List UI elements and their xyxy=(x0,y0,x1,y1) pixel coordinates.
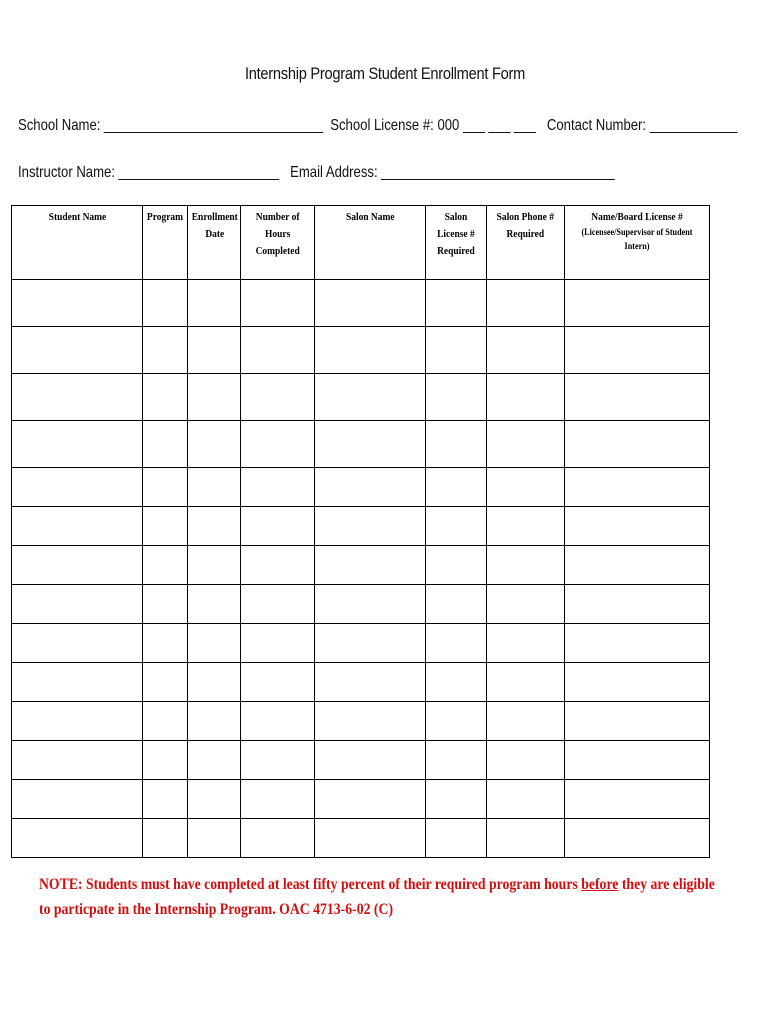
program-cell[interactable] xyxy=(143,741,188,780)
hours-completed-cell[interactable] xyxy=(241,663,315,702)
salon-name-cell[interactable] xyxy=(315,327,426,374)
salon-phone-cell[interactable] xyxy=(487,327,565,374)
hours-completed-cell[interactable] xyxy=(241,741,315,780)
salon-name-cell[interactable] xyxy=(315,624,426,663)
salon-phone-cell[interactable] xyxy=(487,374,565,421)
table-row xyxy=(12,624,710,663)
program-cell[interactable] xyxy=(143,374,188,421)
table-row xyxy=(12,280,710,327)
table-row xyxy=(12,819,710,858)
enrollment-date-cell[interactable] xyxy=(188,280,241,327)
program-cell[interactable] xyxy=(143,468,188,507)
student-name-cell[interactable] xyxy=(12,702,143,741)
table-body xyxy=(12,280,710,858)
hours-completed-cell[interactable] xyxy=(241,280,315,327)
salon-phone-cell[interactable] xyxy=(487,624,565,663)
enrollment-date-cell[interactable] xyxy=(188,702,241,741)
note-emphasis-before: before xyxy=(581,876,619,893)
student-name-cell[interactable] xyxy=(12,507,143,546)
salon-phone-cell[interactable] xyxy=(487,507,565,546)
student-name-cell[interactable] xyxy=(12,819,143,858)
board-license-cell[interactable] xyxy=(565,546,710,585)
contact-number-field[interactable]: Contact Number: ____________ xyxy=(546,117,738,134)
board-license-cell[interactable] xyxy=(565,374,710,421)
table-header-row xyxy=(12,206,710,280)
hours-completed-cell[interactable] xyxy=(241,374,315,421)
hours-completed-cell[interactable] xyxy=(241,507,315,546)
enrollment-date-cell[interactable] xyxy=(188,624,241,663)
salon-license-cell[interactable] xyxy=(426,702,487,741)
salon-phone-cell[interactable] xyxy=(487,702,565,741)
hours-completed-cell[interactable] xyxy=(241,421,315,468)
table-row xyxy=(12,507,710,546)
student-name-cell[interactable] xyxy=(12,546,143,585)
enrollment-table xyxy=(11,205,710,858)
board-license-cell[interactable] xyxy=(565,585,710,624)
salon-license-cell[interactable] xyxy=(426,421,487,468)
program-cell[interactable] xyxy=(143,280,188,327)
salon-name-cell[interactable] xyxy=(315,663,426,702)
table-row xyxy=(12,741,710,780)
program-cell[interactable] xyxy=(143,780,188,819)
student-name-cell[interactable] xyxy=(12,663,143,702)
instructor-name-field[interactable]: Instructor Name: ______________________ xyxy=(18,164,280,181)
program-cell[interactable] xyxy=(143,819,188,858)
salon-phone-cell[interactable] xyxy=(487,741,565,780)
table-row xyxy=(12,702,710,741)
salon-license-cell[interactable] xyxy=(426,585,487,624)
table-row xyxy=(12,421,710,468)
salon-name-cell[interactable] xyxy=(315,819,426,858)
board-license-cell[interactable] xyxy=(565,780,710,819)
salon-phone-cell[interactable] xyxy=(487,468,565,507)
salon-phone-cell[interactable] xyxy=(487,280,565,327)
board-license-cell[interactable] xyxy=(565,327,710,374)
enrollment-date-cell[interactable] xyxy=(188,546,241,585)
student-name-cell[interactable] xyxy=(12,585,143,624)
student-name-cell[interactable] xyxy=(12,468,143,507)
enrollment-date-cell[interactable] xyxy=(188,741,241,780)
salon-name-cell[interactable] xyxy=(315,374,426,421)
program-cell[interactable] xyxy=(143,585,188,624)
table-row xyxy=(12,585,710,624)
eligibility-note: NOTE: Students must have completed at least fifty percent of their required program hours before they are eligible to particpate in the Internship Program. OAC 4713-6-02 (C) xyxy=(39,876,715,918)
enrollment-date-cell[interactable] xyxy=(188,819,241,858)
enrollment-date-cell[interactable] xyxy=(188,421,241,468)
form-title: Internship Program Student Enrollment Form xyxy=(244,64,526,83)
header-student-name: Student Name xyxy=(12,206,143,280)
student-name-cell[interactable] xyxy=(12,327,143,374)
hours-completed-cell[interactable] xyxy=(241,624,315,663)
hours-completed-cell[interactable] xyxy=(241,585,315,624)
table-row xyxy=(12,780,710,819)
hours-completed-cell[interactable] xyxy=(241,702,315,741)
salon-name-cell[interactable] xyxy=(315,780,426,819)
table-row xyxy=(12,468,710,507)
hours-completed-cell[interactable] xyxy=(241,819,315,858)
board-license-cell[interactable] xyxy=(565,741,710,780)
salon-license-cell[interactable] xyxy=(426,507,487,546)
board-license-cell[interactable] xyxy=(565,507,710,546)
salon-name-cell[interactable] xyxy=(315,280,426,327)
school-name-field[interactable]: School Name: ______________________________ xyxy=(18,117,323,134)
salon-phone-cell[interactable] xyxy=(487,421,565,468)
program-cell[interactable] xyxy=(143,507,188,546)
enrollment-date-cell[interactable] xyxy=(188,374,241,421)
school-license-field[interactable]: School License #: 000 ___ ___ ___ xyxy=(330,117,536,134)
program-cell[interactable] xyxy=(143,702,188,741)
salon-license-cell[interactable] xyxy=(426,819,487,858)
program-cell[interactable] xyxy=(143,546,188,585)
enrollment-date-cell[interactable] xyxy=(188,585,241,624)
salon-license-cell[interactable] xyxy=(426,546,487,585)
salon-name-cell[interactable] xyxy=(315,585,426,624)
salon-phone-cell[interactable] xyxy=(487,546,565,585)
board-license-cell[interactable] xyxy=(565,421,710,468)
school-info-line xyxy=(18,117,737,135)
board-license-cell[interactable] xyxy=(565,468,710,507)
enrollment-date-cell[interactable] xyxy=(188,468,241,507)
salon-name-cell[interactable] xyxy=(315,507,426,546)
salon-phone-cell[interactable] xyxy=(487,585,565,624)
salon-name-cell[interactable] xyxy=(315,741,426,780)
salon-license-cell[interactable] xyxy=(426,327,487,374)
salon-phone-cell[interactable] xyxy=(487,780,565,819)
salon-name-cell[interactable] xyxy=(315,702,426,741)
hours-completed-cell[interactable] xyxy=(241,780,315,819)
email-address-field[interactable]: Email Address: ________________________________ xyxy=(290,164,615,181)
salon-phone-cell[interactable] xyxy=(487,663,565,702)
hours-completed-cell[interactable] xyxy=(241,468,315,507)
header-program: Program xyxy=(143,206,188,280)
student-name-cell[interactable] xyxy=(12,624,143,663)
program-cell[interactable] xyxy=(143,421,188,468)
enrollment-date-cell[interactable] xyxy=(188,780,241,819)
enrollment-date-cell[interactable] xyxy=(188,663,241,702)
program-cell[interactable] xyxy=(143,663,188,702)
student-name-cell[interactable] xyxy=(12,280,143,327)
hours-completed-cell[interactable] xyxy=(241,546,315,585)
salon-name-cell[interactable] xyxy=(315,421,426,468)
header-salon-phone: Salon Phone # Required xyxy=(487,206,565,280)
salon-license-cell[interactable] xyxy=(426,663,487,702)
header-enrollment-date: Enrollment Date xyxy=(188,206,241,280)
salon-license-cell[interactable] xyxy=(426,374,487,421)
header-hours-completed: Number of Hours Completed xyxy=(241,206,315,280)
student-name-cell[interactable] xyxy=(12,741,143,780)
table-row xyxy=(12,374,710,421)
table-row xyxy=(12,546,710,585)
student-name-cell[interactable] xyxy=(12,421,143,468)
salon-license-cell[interactable] xyxy=(426,624,487,663)
board-license-cell[interactable] xyxy=(565,819,710,858)
salon-license-cell[interactable] xyxy=(426,741,487,780)
header-board-license: Name/Board License # (Licensee/Supervisor of Student Intern) xyxy=(565,206,710,280)
board-license-cell[interactable] xyxy=(565,624,710,663)
salon-name-cell[interactable] xyxy=(315,468,426,507)
salon-license-cell[interactable] xyxy=(426,280,487,327)
instructor-info-line xyxy=(18,164,615,182)
enrollment-date-cell[interactable] xyxy=(188,327,241,374)
program-cell[interactable] xyxy=(143,327,188,374)
program-cell[interactable] xyxy=(143,624,188,663)
salon-phone-cell[interactable] xyxy=(487,819,565,858)
salon-license-cell[interactable] xyxy=(426,468,487,507)
header-salon-license: Salon License # Required xyxy=(426,206,487,280)
salon-license-cell[interactable] xyxy=(426,780,487,819)
student-name-cell[interactable] xyxy=(12,374,143,421)
table-row xyxy=(12,663,710,702)
board-license-cell[interactable] xyxy=(565,663,710,702)
table-row xyxy=(12,327,710,374)
board-license-cell[interactable] xyxy=(565,702,710,741)
header-salon-name: Salon Name xyxy=(315,206,426,280)
enrollment-date-cell[interactable] xyxy=(188,507,241,546)
hours-completed-cell[interactable] xyxy=(241,327,315,374)
salon-name-cell[interactable] xyxy=(315,546,426,585)
student-name-cell[interactable] xyxy=(12,780,143,819)
board-license-cell[interactable] xyxy=(565,280,710,327)
